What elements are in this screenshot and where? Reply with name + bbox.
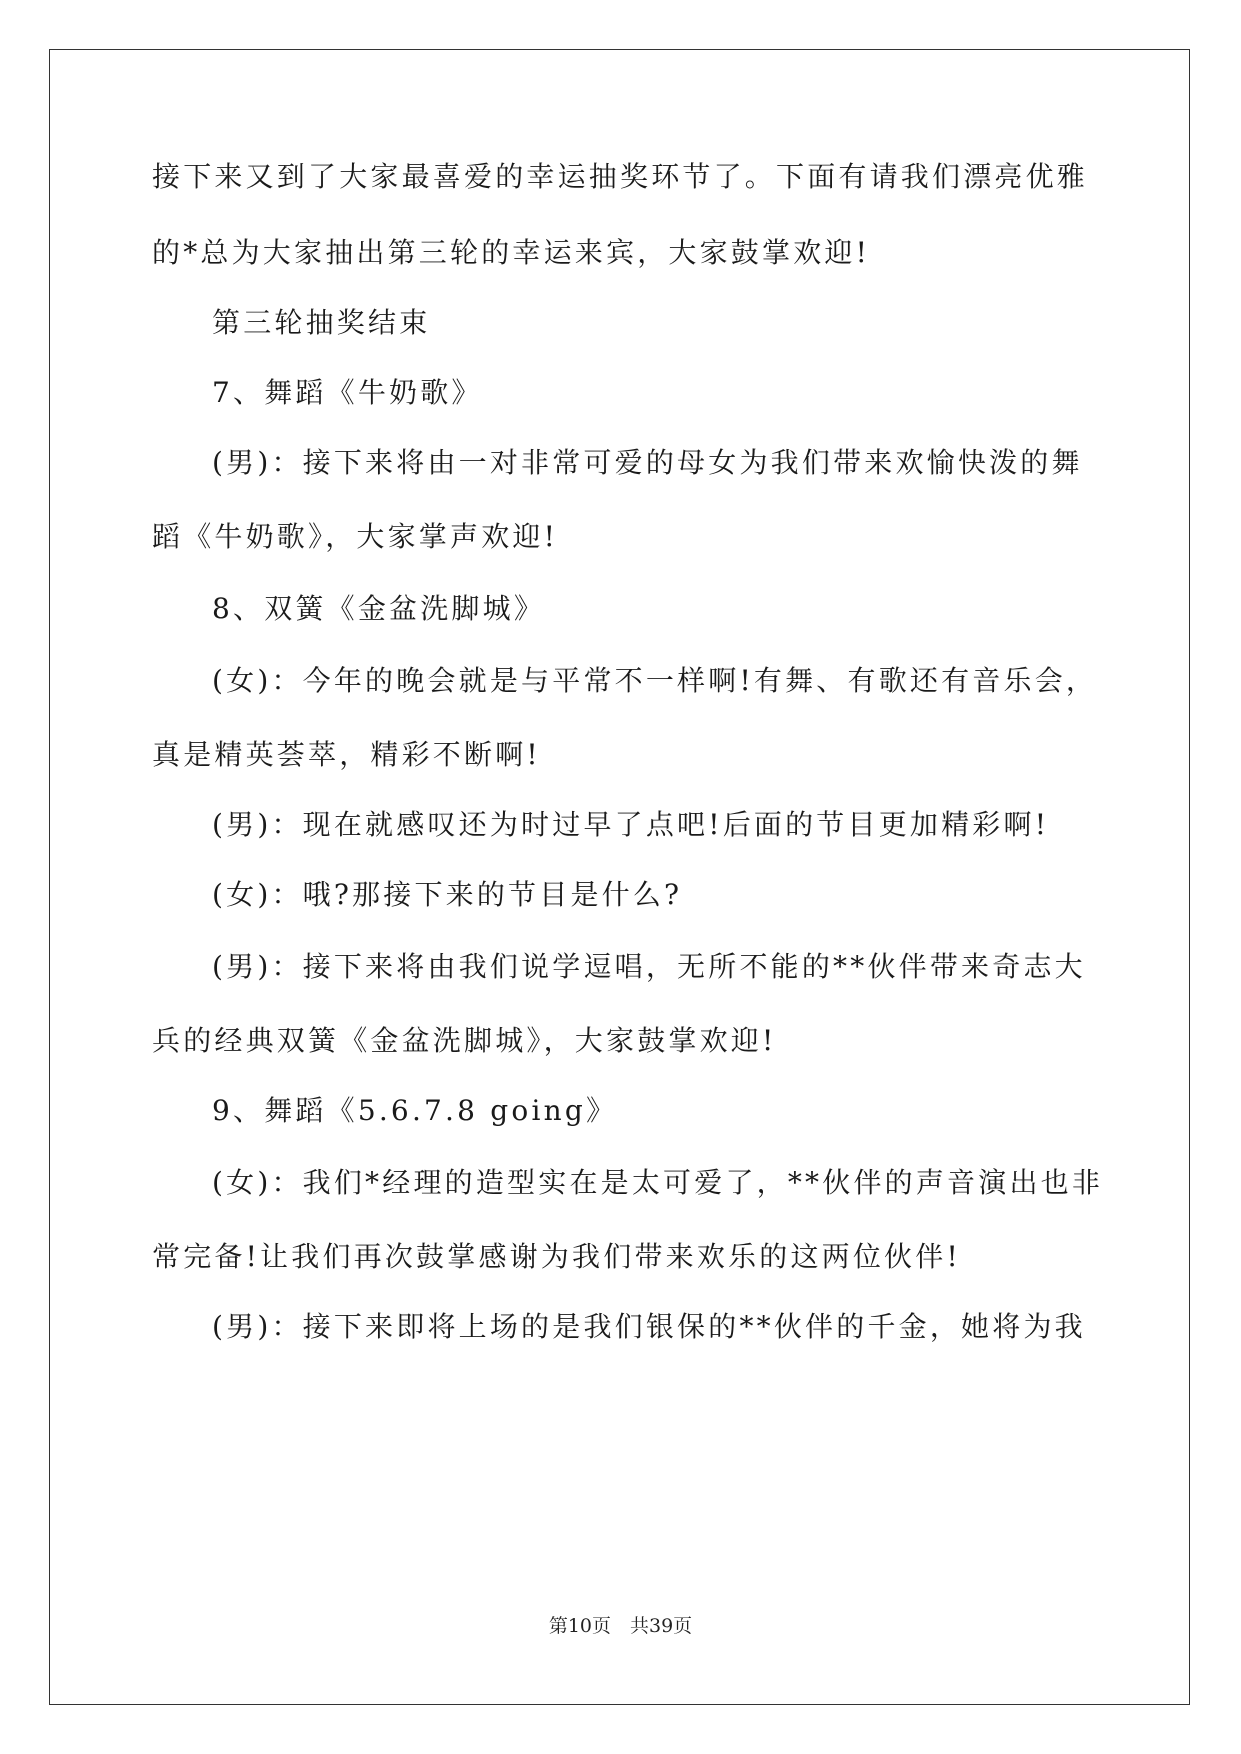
paragraph-line: 9、舞蹈《5.6.7.8 going》 <box>212 1094 618 1127</box>
page-number-footer: 第10页 共39页 <box>548 1615 693 1637</box>
paragraph-line: 的*总为大家抽出第三轮的幸运来宾，大家鼓掌欢迎! <box>152 236 871 269</box>
paragraph-line: 真是精英荟萃，精彩不断啊! <box>152 738 541 771</box>
paragraph-line: 7、舞蹈《牛奶歌》 <box>212 376 483 409</box>
paragraph-line: (男)：接下来将由一对非常可爱的母女为我们带来欢愉快泼的舞 <box>212 446 1083 479</box>
paragraph-line: 常完备!让我们再次鼓掌感谢为我们带来欢乐的这两位伙伴! <box>152 1240 961 1273</box>
paragraph-line: 8、双簧《金盆洗脚城》 <box>212 592 546 625</box>
paragraph-line: (男)：现在就感叹还为时过早了点吧!后面的节目更加精彩啊! <box>212 808 1050 841</box>
paragraph-line: (女)：我们*经理的造型实在是太可爱了，**伙伴的声音演出也非 <box>212 1166 1104 1199</box>
paragraph-line: (男)：接下来即将上场的是我们银保的**伙伴的千金，她将为我 <box>212 1310 1086 1343</box>
paragraph-line: 第三轮抽奖结束 <box>212 306 431 339</box>
paragraph-line: (男)：接下来将由我们说学逗唱，无所不能的**伙伴带来奇志大 <box>212 950 1086 983</box>
paragraph-line: 兵的经典双簧《金盆洗脚城》，大家鼓掌欢迎! <box>152 1024 777 1057</box>
paragraph-line: (女)：哦?那接下来的节目是什么? <box>212 878 683 911</box>
paragraph-line: (女)：今年的晚会就是与平常不一样啊!有舞、有歌还有音乐会， <box>212 664 1098 697</box>
paragraph-line: 蹈《牛奶歌》，大家掌声欢迎! <box>152 520 559 553</box>
page-border <box>49 49 1190 1705</box>
paragraph-line: 接下来又到了大家最喜爱的幸运抽奖环节了。下面有请我们漂亮优雅 <box>152 160 1089 193</box>
